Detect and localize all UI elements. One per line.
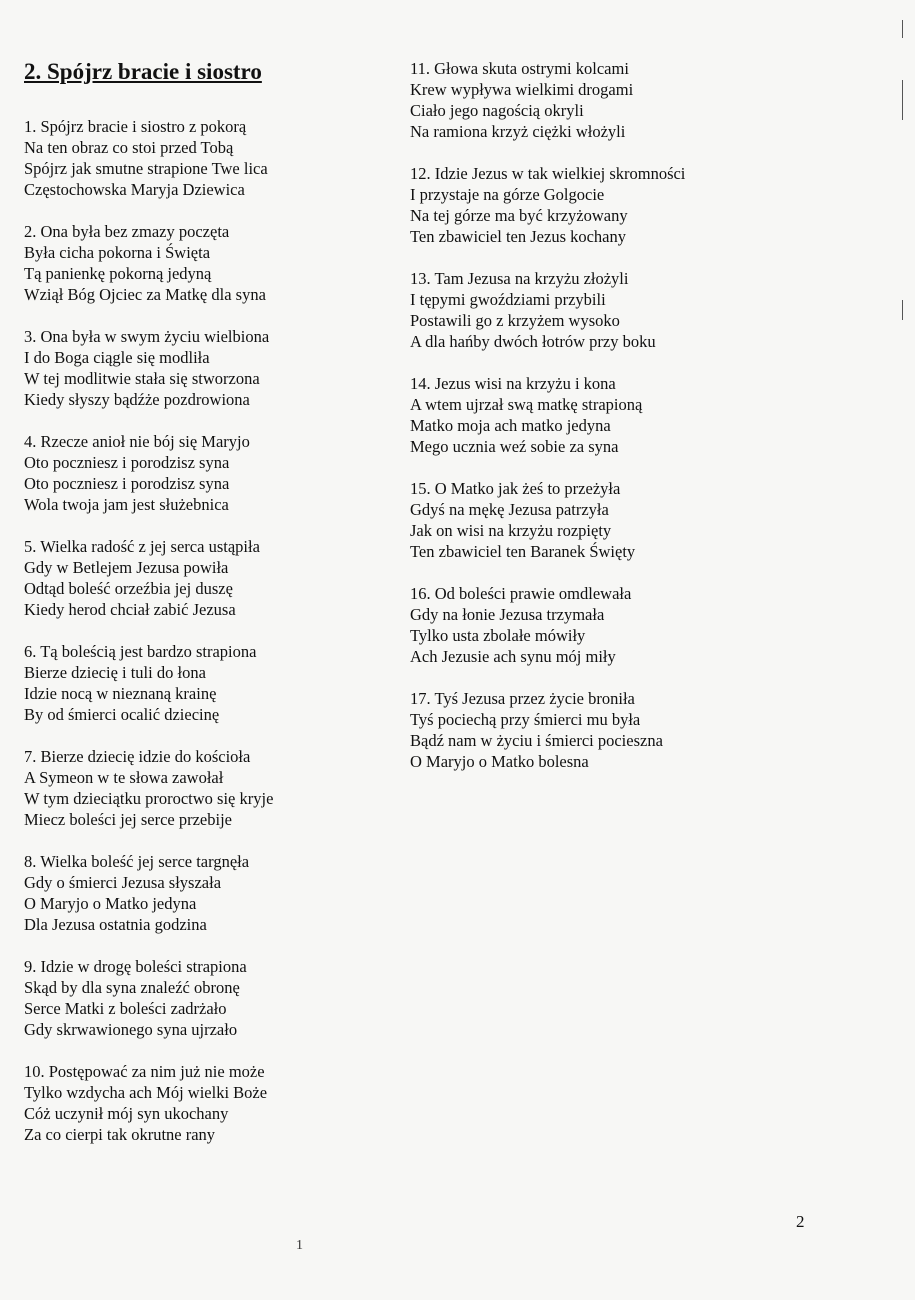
stanza-line: I przystaje na górze Golgocie (410, 185, 605, 204)
stanza-line: Ten zbawiciel ten Baranek Święty (410, 542, 636, 561)
stanza-first-line: 3. Ona była w swym życiu wielbiona (24, 327, 270, 346)
stanza-first-line: 8. Wielka boleść jej serce targnęła (24, 852, 250, 871)
stanza-first-line: 17. Tyś Jezusa przez życie broniła (410, 689, 635, 708)
stanza-line: Jak on wisi na krzyżu rozpięty (410, 521, 612, 540)
stanza-line: Mego ucznia weź sobie za syna (410, 437, 619, 456)
stanza-first-line: 4. Rzecze anioł nie bój się Maryjo (24, 432, 250, 451)
stanza-line: Ach Jezusie ach synu mój miły (410, 647, 616, 666)
stanza-line: Na ramiona krzyż ciężki włożyli (410, 122, 626, 141)
stanza (24, 116, 394, 200)
stanza-line: Tylko usta zbolałe mówiły (410, 626, 586, 645)
stanza-line: Postawili go z krzyżem wysoko (410, 311, 620, 330)
stanza-line: Bądź nam w życiu i śmierci pocieszna (410, 731, 663, 750)
stanza (24, 431, 394, 515)
edge-mark (902, 300, 903, 320)
stanza-line: A wtem ujrzał swą matkę strapioną (410, 395, 643, 414)
stanza (410, 373, 800, 457)
stanza (410, 688, 800, 772)
stanza-line: Skąd by dla syna znaleźć obronę (24, 978, 240, 997)
stanza-line: Gdy na łonie Jezusa trzymała (410, 605, 605, 624)
stanza-line: O Maryjo o Matko bolesna (410, 752, 589, 771)
stanza (24, 746, 394, 830)
stanza (410, 163, 800, 247)
bottom-mark: 1 (296, 1238, 303, 1253)
stanza-first-line: 9. Idzie w drogę boleści strapiona (24, 957, 247, 976)
stanza-line: A Symeon w te słowa zawołał (24, 768, 224, 787)
stanza-first-line: 2. Ona była bez zmazy poczęta (24, 222, 230, 241)
right-stanza-list (410, 58, 800, 772)
stanza-line: A dla hańby dwóch łotrów przy boku (410, 332, 656, 351)
stanza-first-line: 13. Tam Jezusa na krzyżu złożyli (410, 269, 629, 288)
stanza-line: Serce Matki z boleści zadrżało (24, 999, 227, 1018)
stanza-line: Tyś pociechą przy śmierci mu była (410, 710, 641, 729)
stanza-line: W tym dzieciątku proroctwo się kryje (24, 789, 274, 808)
stanza-line: Oto poczniesz i porodzisz syna (24, 453, 230, 472)
stanza-first-line: 7. Bierze dziecię idzie do kościoła (24, 747, 251, 766)
stanza-line: Wziął Bóg Ojciec za Matkę dla syna (24, 285, 266, 304)
stanza-first-line: 14. Jezus wisi na krzyżu i kona (410, 374, 616, 393)
stanza-first-line: 6. Tą boleścią jest bardzo strapiona (24, 642, 257, 661)
stanza-line: Częstochowska Maryja Dziewica (24, 180, 245, 199)
stanza (24, 326, 394, 410)
stanza-line: Kiedy słyszy bądźże pozdrowiona (24, 390, 250, 409)
left-stanza-list (24, 116, 394, 1145)
stanza-first-line: 5. Wielka radość z jej serca ustąpiła (24, 537, 260, 556)
stanza-first-line: 1. Spójrz bracie i siostro z pokorą (24, 117, 247, 136)
stanza-line: W tej modlitwie stała się stworzona (24, 369, 260, 388)
stanza-line: Matko moja ach matko jedyna (410, 416, 611, 435)
stanza-line: Na ten obraz co stoi przed Tobą (24, 138, 234, 157)
stanza (24, 851, 394, 935)
stanza-line: Tą panienkę pokorną jedyną (24, 264, 212, 283)
stanza-first-line: 10. Postępować za nim już nie może (24, 1062, 265, 1081)
stanza-line: Kiedy herod chciał zabić Jezusa (24, 600, 236, 619)
right-column (410, 58, 800, 793)
stanza-line: Cóż uczynił mój syn ukochany (24, 1104, 229, 1123)
stanza-line: O Maryjo o Matko jedyna (24, 894, 197, 913)
stanza-line: Tylko wzdycha ach Mój wielki Boże (24, 1083, 268, 1102)
stanza-line: Na tej górze ma być krzyżowany (410, 206, 628, 225)
edge-mark (902, 20, 903, 38)
stanza-line: Gdy o śmierci Jezusa słyszała (24, 873, 222, 892)
stanza (410, 583, 800, 667)
left-column (24, 58, 394, 1166)
stanza (24, 641, 394, 725)
stanza-line: I tępymi gwoździami przybili (410, 290, 606, 309)
stanza (410, 58, 800, 142)
stanza-line: Miecz boleści jej serce przebije (24, 810, 232, 829)
stanza-line: Ciało jego nagością okryli (410, 101, 584, 120)
stanza-line: Spójrz jak smutne strapione Twe lica (24, 159, 268, 178)
stanza (24, 956, 394, 1040)
stanza-line: Bierze dziecię i tuli do łona (24, 663, 206, 682)
stanza (410, 268, 800, 352)
stanza-first-line: 12. Idzie Jezus w tak wielkiej skromności (410, 164, 686, 183)
edge-mark (902, 80, 903, 120)
page-number: 2 (796, 1212, 805, 1231)
stanza-line: Idzie nocą w nieznaną krainę (24, 684, 217, 703)
stanza (24, 1061, 394, 1145)
stanza-line: Gdy w Betlejem Jezusa powiła (24, 558, 229, 577)
stanza-line: Wola twoja jam jest służebnica (24, 495, 229, 514)
stanza-line: I do Boga ciągle się modliła (24, 348, 210, 367)
stanza-line: Krew wypływa wielkimi drogami (410, 80, 634, 99)
stanza-line: Gdy skrwawionego syna ujrzało (24, 1020, 238, 1039)
stanza-line: Odtąd boleść orzeźbia jej duszę (24, 579, 233, 598)
stanza (410, 478, 800, 562)
stanza (24, 221, 394, 305)
stanza-line: Dla Jezusa ostatnia godzina (24, 915, 207, 934)
stanza-first-line: 11. Głowa skuta ostrymi kolcami (410, 59, 629, 78)
page-title: 2. Spójrz bracie i siostro (24, 59, 262, 84)
stanza-line: Ten zbawiciel ten Jezus kochany (410, 227, 627, 246)
stanza (24, 536, 394, 620)
stanza-line: Gdyś na mękę Jezusa patrzyła (410, 500, 609, 519)
stanza-line: By od śmierci ocalić dziecinę (24, 705, 220, 724)
stanza-first-line: 16. Od boleści prawie omdlewała (410, 584, 632, 603)
stanza-line: Była cicha pokorna i Święta (24, 243, 211, 262)
stanza-line: Oto poczniesz i porodzisz syna (24, 474, 230, 493)
stanza-first-line: 15. O Matko jak żeś to przeżyła (410, 479, 621, 498)
stanza-line: Za co cierpi tak okrutne rany (24, 1125, 216, 1144)
